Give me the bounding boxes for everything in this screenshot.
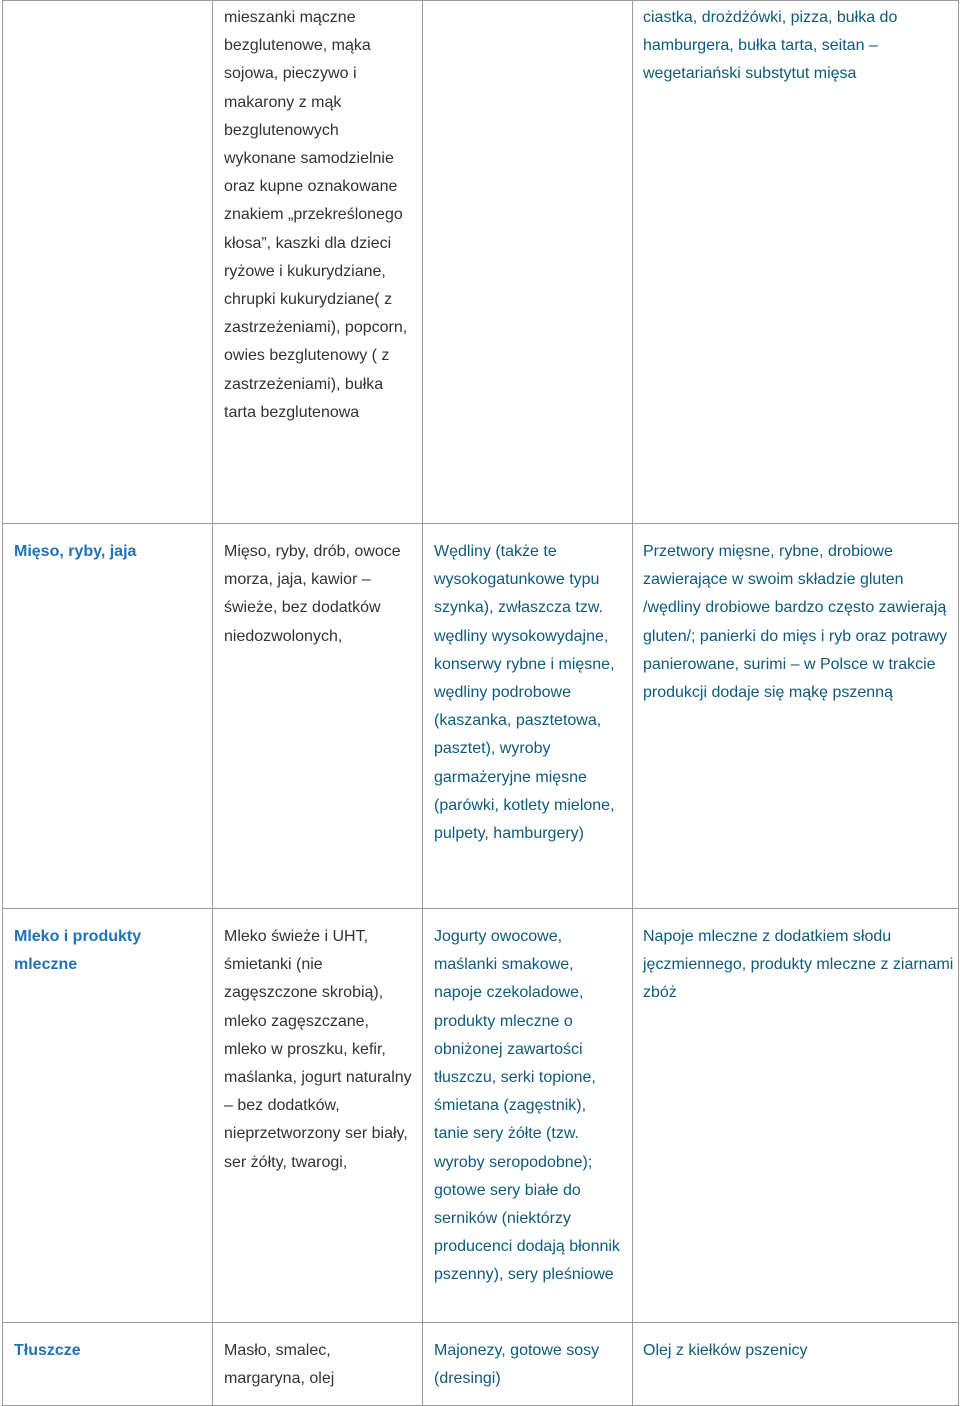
category-cell: Tłuszcze <box>3 1323 213 1406</box>
caution-cell <box>423 1 633 524</box>
allowed-cell: Masło, smalec, margaryna, olej <box>213 1323 423 1406</box>
forbidden-cell: Przetwory mięsne, rybne, drobiowe zawierające w swoim składzie gluten /wędliny drobiowe bardzo często zawierają gluten/; panierki do mięs i ryb oraz potrawy panierowane, surimi – w Polsce w trakcie produkcji dodaje się mąkę pszenną <box>633 524 959 909</box>
food-table <box>2 0 959 1406</box>
category-cell <box>3 1 213 524</box>
caution-cell: Wędliny (także te wysokogatunkowe typu szynka), zwłaszcza tzw. wędliny wysokowydajne, konserwy rybne i mięsne, wędliny podrobowe (kaszanka, pasztetowa, pasztet), wyroby garmażeryjne mięsne (parówki, kotlety mielone, pulpety, hamburgery) <box>423 524 633 909</box>
table-row <box>3 909 959 1323</box>
forbidden-cell: Napoje mleczne z dodatkiem słodu jęczmiennego, produkty mleczne z ziarnami zbóż <box>633 909 959 1323</box>
forbidden-cell: ciastka, drożdżówki, pizza, bułka do hamburgera, bułka tarta, seitan – wegetariański substytut mięsa <box>633 1 959 524</box>
table-row <box>3 1323 959 1406</box>
table-row <box>3 1 959 524</box>
allowed-cell: Mleko świeże i UHT, śmietanki (nie zagęszczone skrobią), mleko zagęszczane, mleko w proszku, kefir, maślanka, jogurt naturalny – bez dodatków, nieprzetworzony ser biały, ser żółty, twarogi, <box>213 909 423 1323</box>
allowed-cell: mieszanki mączne bezglutenowe, mąka sojowa, pieczywo i makarony z mąk bezglutenowych wykonane samodzielnie oraz kupne oznakowane znakiem „przekreślonego kłosa”, kaszki dla dzieci ryżowe i kukurydziane, chrupki kukurydziane( z zastrzeżeniami), popcorn, owies bezglutenowy ( z zastrzeżeniami), bułka tarta bezglutenowa <box>213 1 423 524</box>
allowed-cell: Mięso, ryby, drób, owoce morza, jaja, kawior – świeże, bez dodatków niedozwolonych, <box>213 524 423 909</box>
table-row <box>3 524 959 909</box>
caution-cell: Majonezy, gotowe sosy (dresingi) <box>423 1323 633 1406</box>
caution-cell: Jogurty owocowe, maślanki smakowe, napoje czekoladowe, produkty mleczne o obniżonej zawartości tłuszczu, serki topione, śmietana (zagęstnik), tanie sery żółte (tzw. wyroby seropodobne); gotowe sery białe do serników (niektórzy producenci dodają błonnik pszenny), sery pleśniowe <box>423 909 633 1323</box>
category-cell: Mięso, ryby, jaja <box>3 524 213 909</box>
forbidden-cell: Olej z kiełków pszenicy <box>633 1323 959 1406</box>
category-cell: Mleko i produkty mleczne <box>3 909 213 1323</box>
